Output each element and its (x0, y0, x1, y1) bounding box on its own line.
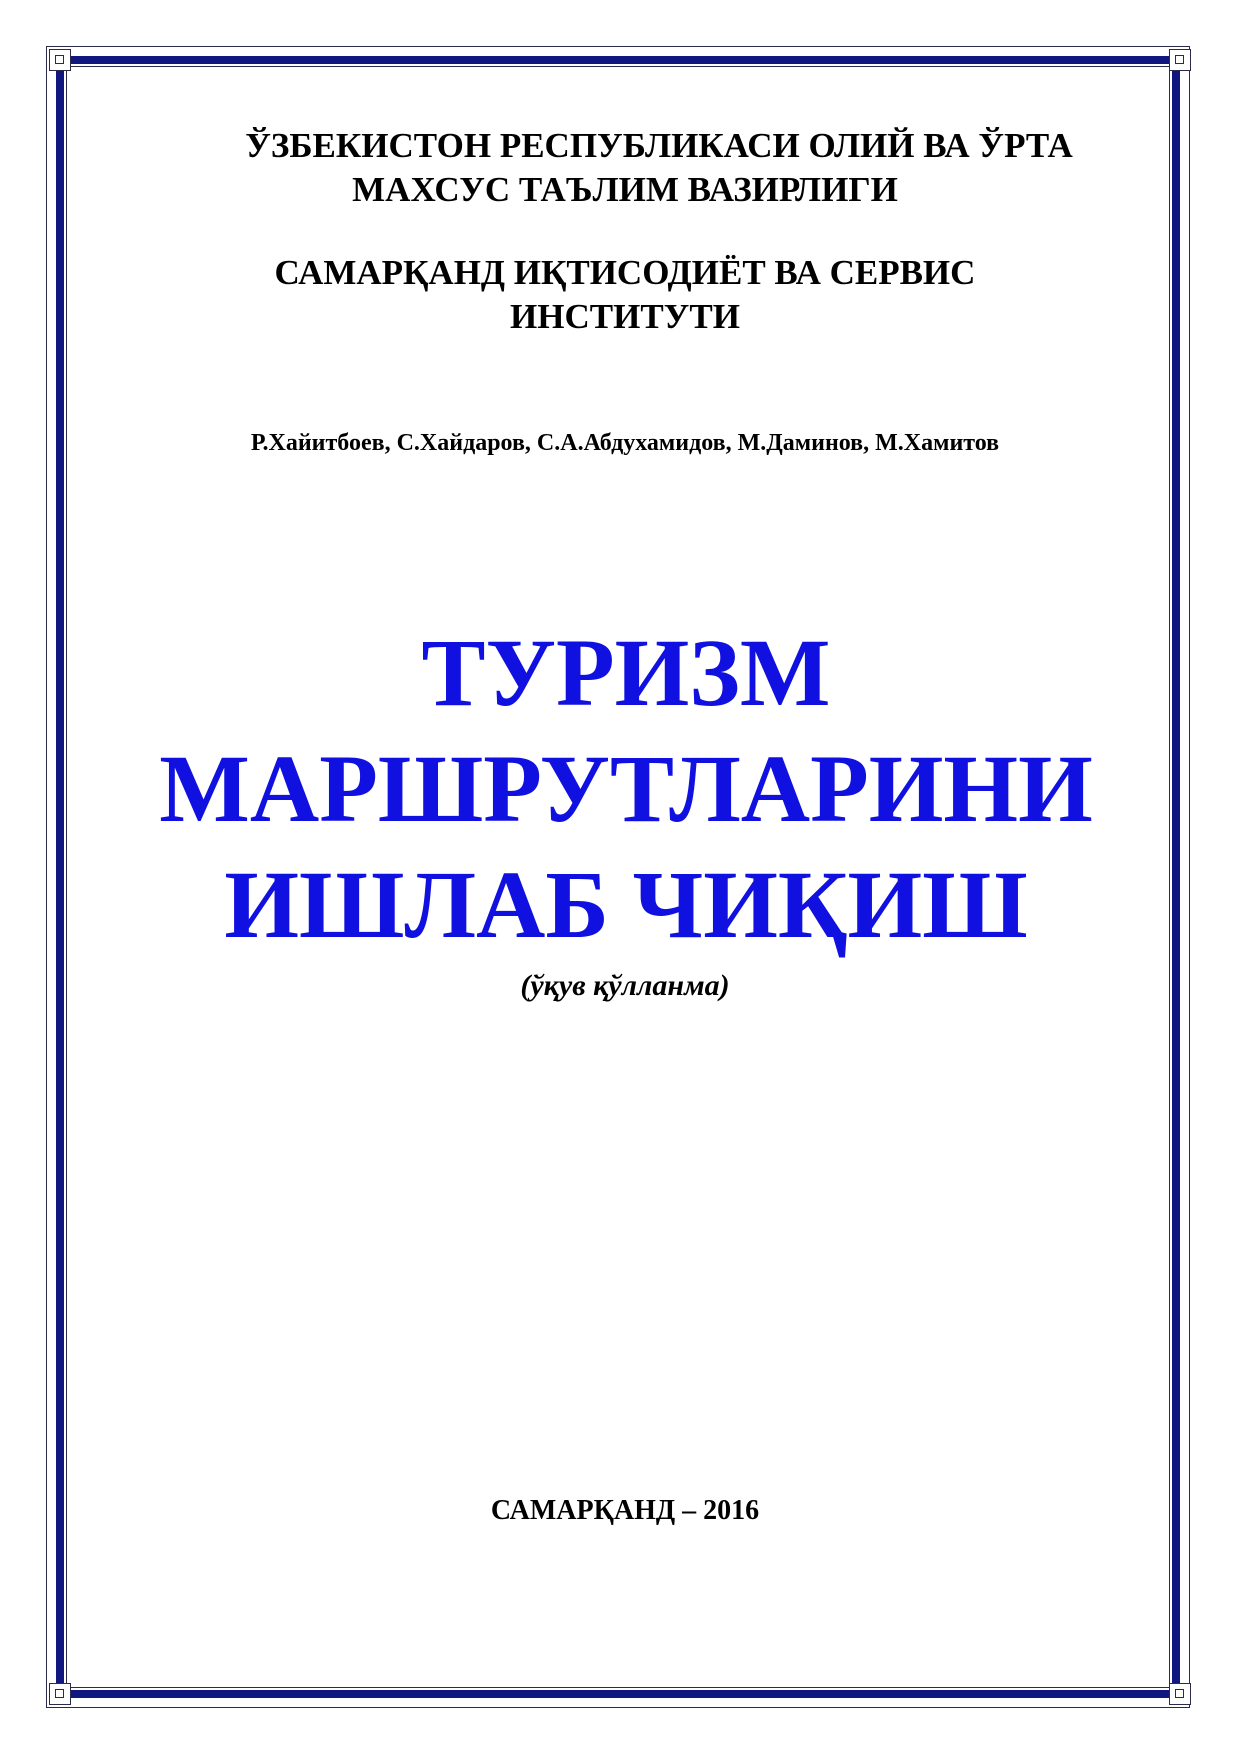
frame-corner-ornament-bottom-right (1169, 1683, 1191, 1705)
frame-corner-ornament-top-left (49, 49, 71, 71)
frame-corner-ornament-top-right (1169, 49, 1191, 71)
ministry-line-2: МАХСУС ТАЪЛИМ ВАЗИРЛИГИ (352, 170, 898, 209)
book-title-line-3: ИШЛАБ ЧИҚИШ (224, 851, 1028, 958)
institute-heading (0, 251, 1240, 339)
ministry-heading (0, 124, 1240, 212)
institute-line-2: ИНСТИТУТИ (510, 297, 740, 336)
book-title-line-2: МАРШРУТЛАРИНИ (159, 735, 1093, 842)
frame-corner-ornament-bottom-left (49, 1683, 71, 1705)
authors-list: Р.Хайитбоев, С.Хайдаров, С.А.Абдухамидов, М.Даминов, М.Хамитов (250, 430, 1000, 456)
ministry-line-1: ЎЗБЕКИСТОН РЕСПУБЛИКАСИ ОЛИЙ ВА ЎРТА (245, 126, 1073, 165)
book-title-line-1: ТУРИЗМ (421, 619, 831, 726)
institute-line-1: САМАРҚАНД ИҚТИСОДИЁТ ВА СЕРВИС (274, 253, 976, 292)
place-and-year: САМАРҚАНД – 2016 (490, 1495, 760, 1526)
book-subtitle: (ўқув қўлланма) (520, 969, 730, 1002)
book-title (0, 615, 1240, 963)
